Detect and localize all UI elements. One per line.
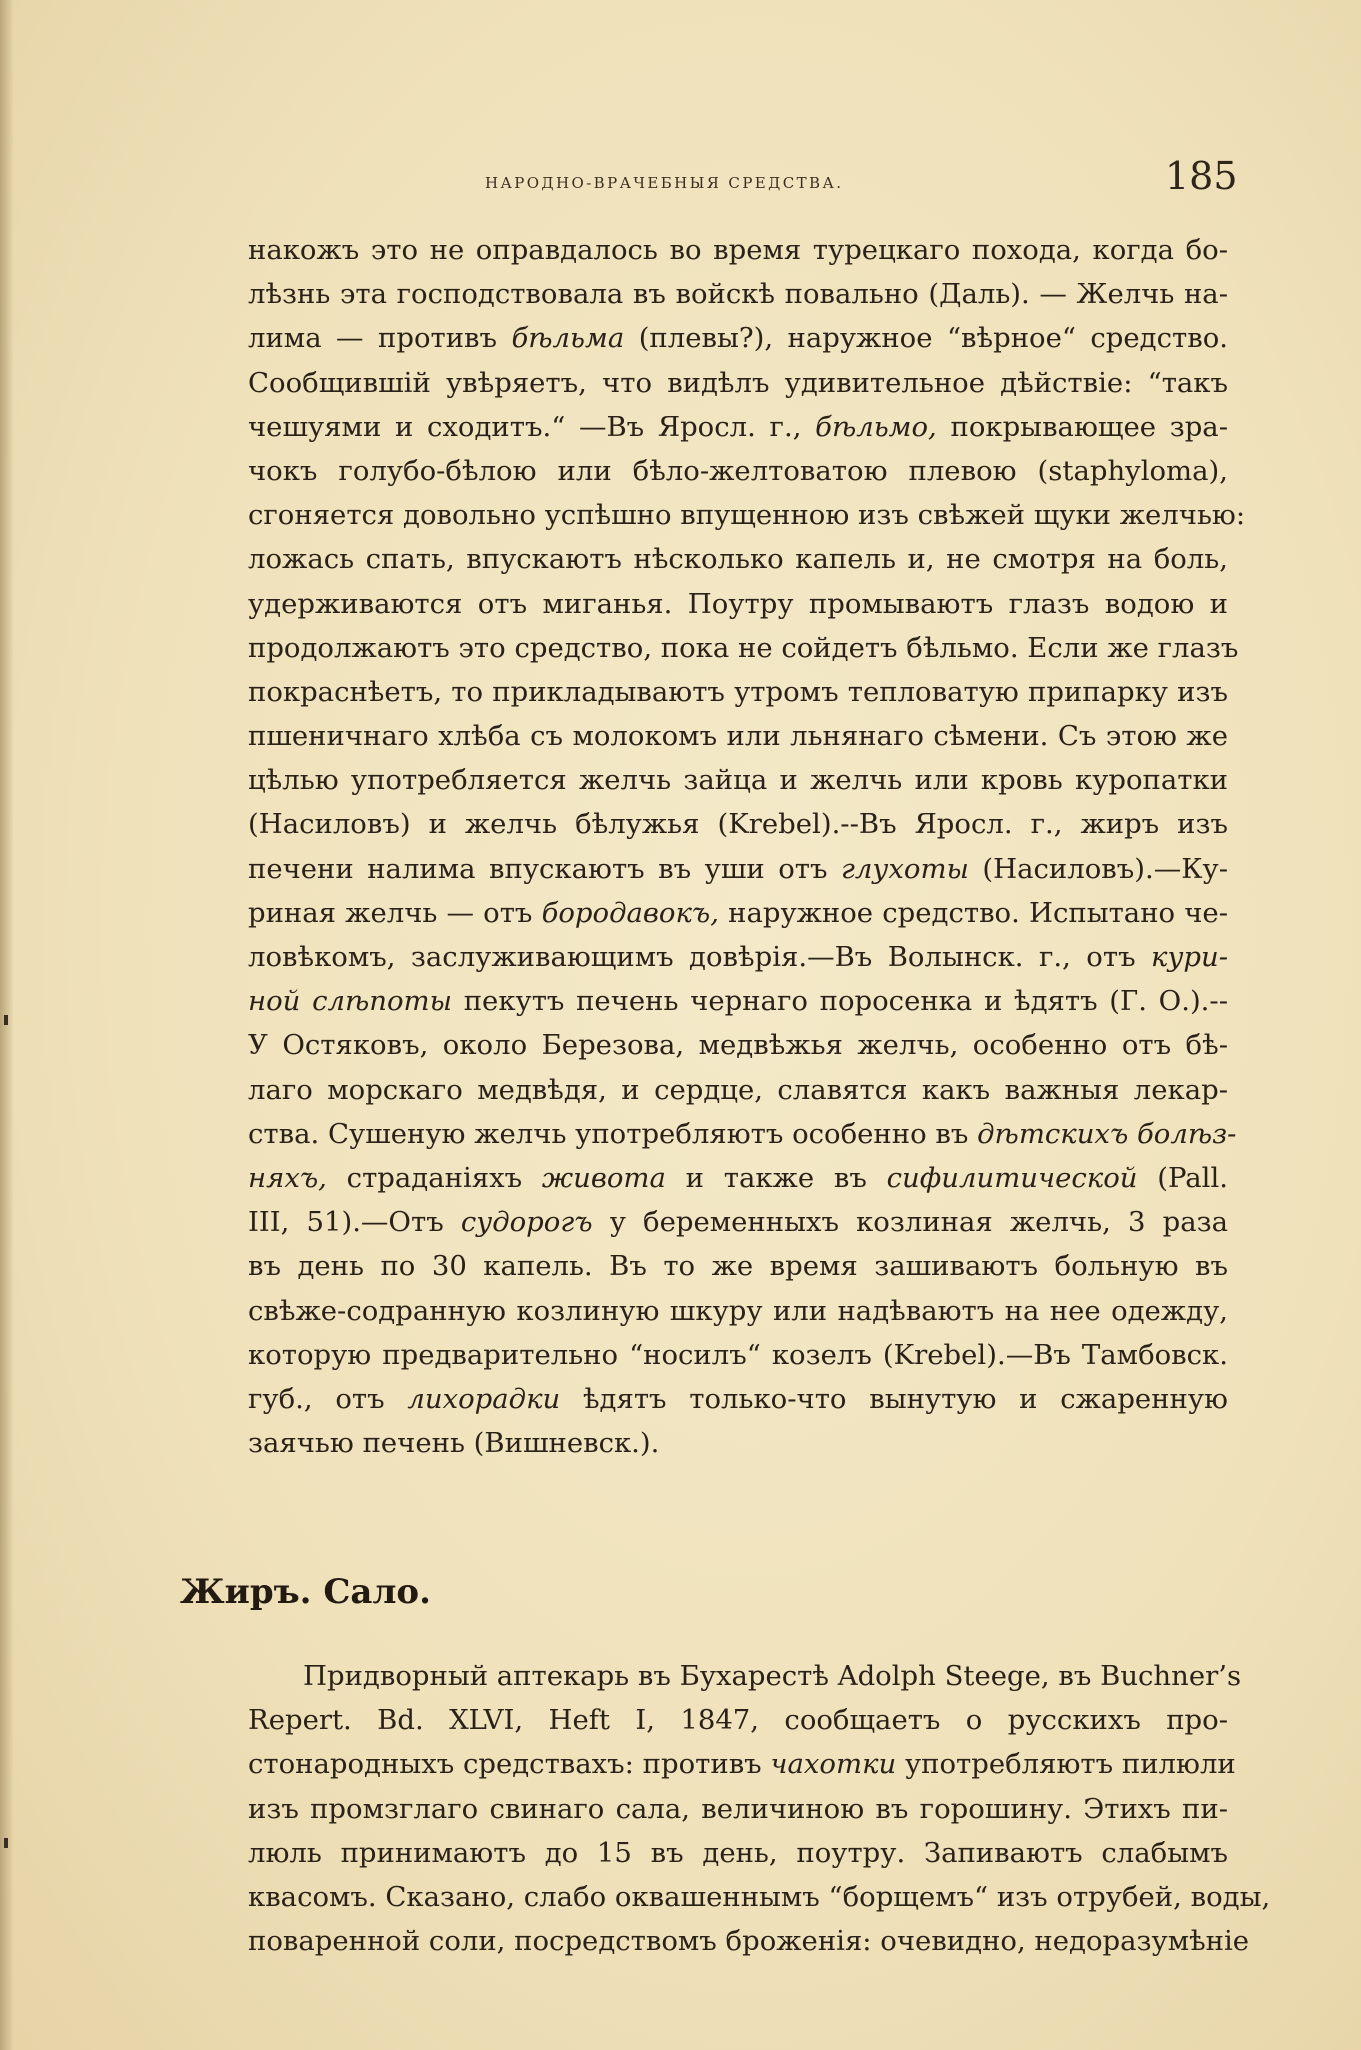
text-run: лаго морскаго медвѣдя, и сердце, славятся какъ важныя лекар- xyxy=(248,1073,1228,1106)
text-run: (Насиловъ).—Ку- xyxy=(968,852,1228,885)
text-line xyxy=(248,582,1228,626)
text-line xyxy=(248,758,1228,802)
italic-term: живота xyxy=(541,1161,666,1194)
text-line xyxy=(248,1787,1228,1831)
text-run: стонародныхъ средствахъ: противъ xyxy=(248,1748,771,1781)
italic-term: лихорадки xyxy=(407,1382,561,1415)
text-line xyxy=(248,1654,1242,1698)
text-line xyxy=(248,1289,1228,1333)
text-line xyxy=(248,493,1246,537)
text-line xyxy=(248,1698,1228,1742)
text-run: лима — противъ xyxy=(248,322,512,355)
text-run: покрывающее зра- xyxy=(936,410,1228,443)
italic-term: судорогъ xyxy=(460,1206,593,1239)
text-line xyxy=(248,1023,1228,1067)
text-line xyxy=(248,1831,1228,1875)
text-line xyxy=(248,1875,1271,1919)
text-line xyxy=(248,1919,1250,1963)
text-line xyxy=(248,1742,1236,1786)
text-run: покраснѣетъ, то прикладываютъ утромъ тепловатую припарку изъ xyxy=(248,675,1228,708)
text-run: лѣзнь эта господствовала въ войскѣ повально (Даль). — Желчь на- xyxy=(248,278,1228,311)
text-run: ложась спать, впускаютъ нѣсколько капель и, не смотря на боль, xyxy=(248,543,1228,576)
italic-term: бѣльмо, xyxy=(815,410,937,443)
text-run: и также въ xyxy=(665,1161,887,1194)
text-line xyxy=(248,1068,1228,1112)
text-run: ловѣкомъ, заслуживающимъ довѣрія.—Въ Волынск. г., отъ xyxy=(248,941,1152,973)
text-run: пекутъ печень чернаго поросенка и ѣдятъ (Г. О.).-- xyxy=(452,985,1228,1018)
italic-term: бѣльма xyxy=(511,322,625,355)
text-line xyxy=(248,626,1239,670)
italic-term: бородавокъ, xyxy=(541,896,719,929)
italic-term: няхъ, xyxy=(248,1161,327,1194)
text-run: люль принимаютъ до 15 въ день, поутру. Запиваютъ слабымъ xyxy=(248,1836,1228,1869)
text-line xyxy=(248,1200,1228,1244)
text-run: изъ промзглаго свинаго сала, величиною въ горошину. Этихъ пи- xyxy=(248,1792,1228,1825)
italic-term: ной слѣпоты xyxy=(248,985,453,1018)
text-line xyxy=(248,1333,1228,1377)
text-line xyxy=(248,272,1228,316)
text-run: (плевы?), наружное “вѣрное“ средство. xyxy=(624,322,1228,355)
paragraph-continuation xyxy=(248,228,1246,1465)
text-run: чокъ голубо-бѣлою или бѣло-желтоватою плевою (staphyloma), xyxy=(248,454,1228,487)
text-run: Сообщившій увѣряетъ, что видѣлъ удивительное дѣйствіе: “такъ xyxy=(248,366,1228,399)
text-line xyxy=(248,1156,1228,1200)
text-run: (Насиловъ) и желчь бѣлужья (Krebel).--Въ Яросл. г., жиръ изъ xyxy=(248,808,1228,841)
text-line xyxy=(248,670,1228,714)
text-run: заячью печень (Вишневск.). xyxy=(248,1427,660,1460)
page-spine-shadow xyxy=(0,0,14,2050)
text-run: Придворный аптекарь въ Бухарестѣ Adolph Steege, въ Buchner’s xyxy=(303,1660,1242,1692)
text-run: квасомъ. Сказано, слабо оквашеннымъ “борщемъ“ изъ отрубей, воды, xyxy=(248,1880,1271,1913)
text-run: удерживаются отъ миганья. Поутру промываютъ глазъ водою и xyxy=(248,587,1228,620)
text-run: наружное средство. Испытано че- xyxy=(718,896,1228,929)
text-run: риная желчь — отъ xyxy=(248,896,542,929)
text-run: въ день по 30 капель. Въ то же время зашиваютъ больную въ xyxy=(248,1250,1228,1283)
text-run: цѣлью употребляется желчь зайца и желчь или кровь куропатки xyxy=(248,764,1228,797)
text-run: употребляютъ пилюли xyxy=(896,1748,1236,1781)
text-line xyxy=(248,1244,1228,1288)
margin-mark xyxy=(4,1015,8,1025)
text-line xyxy=(248,405,1228,449)
text-line xyxy=(248,1421,1228,1465)
text-run: III, 51).—Отъ xyxy=(248,1206,461,1239)
text-run: у беременныхъ козлиная желчь, 3 раза xyxy=(592,1206,1228,1239)
text-line xyxy=(248,891,1228,935)
text-run: поваренной соли, посредствомъ броженія: очевидно, недоразумѣніе xyxy=(248,1925,1250,1958)
text-line xyxy=(248,228,1228,272)
text-run: которую предварительно “носилъ“ козелъ (Krebel).—Въ Тамбовск. xyxy=(248,1338,1228,1371)
italic-term: сифилитической xyxy=(886,1161,1138,1194)
text-line xyxy=(248,802,1228,846)
paragraph-fat-lard xyxy=(248,1654,1271,1963)
text-line xyxy=(248,361,1228,405)
text-run: печени налима впускаютъ въ уши отъ xyxy=(248,852,842,885)
running-title: НАРОДНО-ВРАЧЕБНЫЯ СРЕДСТВА. xyxy=(485,174,844,192)
text-run: сгоняется довольно успѣшно впущенною изъ свѣжей щуки желчью: xyxy=(248,499,1246,532)
italic-term: дѣтскихъ болѣз- xyxy=(977,1117,1237,1150)
italic-term: глухоты xyxy=(841,852,969,885)
margin-mark xyxy=(4,1838,8,1848)
text-run: чешуями и сходитъ.“ —Въ Яросл. г., xyxy=(248,410,816,443)
italic-term: чахотки xyxy=(770,1748,897,1781)
text-run: Repert. Bd. XLVI, Heft I, 1847, сообщаетъ о русскихъ про- xyxy=(248,1704,1228,1737)
text-line xyxy=(248,1377,1228,1421)
text-line xyxy=(248,979,1228,1023)
text-run: продолжаютъ это средство, пока не сойдетъ бѣльмо. Если же глазъ xyxy=(248,631,1239,664)
text-line xyxy=(248,714,1228,758)
text-run: накожъ это не оправдалось во время турецкаго похода, когда бо- xyxy=(248,234,1228,266)
text-line xyxy=(248,1112,1237,1156)
text-run: ства. Сушеную желчь употребляютъ особенно въ xyxy=(248,1117,978,1150)
text-run: У Остяковъ, около Березова, медвѣжья желчь, особенно отъ бѣ- xyxy=(248,1029,1228,1062)
text-line xyxy=(248,847,1228,891)
text-run: свѣже-содранную козлиную шкуру или надѣваютъ на нее одежду, xyxy=(248,1294,1228,1327)
text-run: пшеничнаго хлѣба съ молокомъ или льнянаго сѣмени. Съ этою же xyxy=(248,720,1228,753)
page-number: 185 xyxy=(1165,154,1238,198)
italic-term: кури- xyxy=(1151,941,1228,973)
text-run: губ., отъ xyxy=(248,1382,408,1415)
text-line xyxy=(248,449,1228,493)
section-heading: Жиръ. Сало. xyxy=(180,1572,431,1612)
page-header xyxy=(0,150,1361,200)
text-line xyxy=(248,935,1228,979)
text-run: страданіяхъ xyxy=(326,1161,542,1194)
text-run: ѣдятъ только-что вынутую и сжаренную xyxy=(560,1382,1228,1415)
text-run: (Pall. xyxy=(1137,1161,1228,1194)
text-line xyxy=(248,316,1228,360)
text-line xyxy=(248,537,1228,581)
